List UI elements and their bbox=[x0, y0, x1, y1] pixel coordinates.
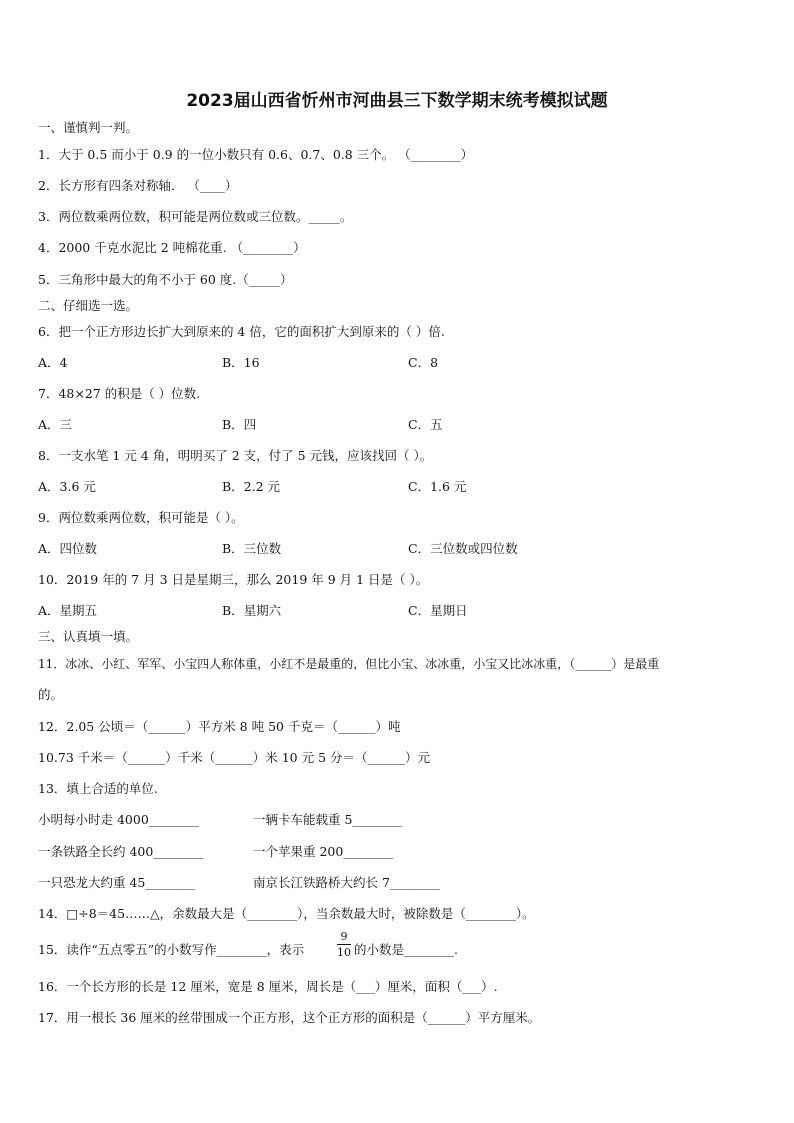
q15-fraction-denominator: 10 bbox=[337, 946, 351, 959]
question-10: 10．2019 年的 7 月 3 日是星期三，那么 2019 年 9 月 1 日是（ ）。 bbox=[38, 572, 429, 587]
q9-option-c: C．三位数或四位数 bbox=[408, 541, 518, 556]
q7-option-b: B．四 bbox=[222, 417, 257, 432]
q13-item-4: 一个苹果重 200________ bbox=[253, 844, 394, 859]
question-2: 2．长方形有四条对称轴． （____） bbox=[38, 178, 238, 193]
question-16: 16．一个长方形的长是 12 厘米，宽是 8 厘米，周长是（___）厘米，面积（___）. bbox=[38, 979, 498, 994]
section-heading-fill: 三、认真填一填。 bbox=[38, 629, 139, 644]
q6-option-b: B．16 bbox=[222, 355, 260, 370]
q15-fraction bbox=[337, 930, 351, 959]
question-12-line-2: 10.73 千米＝（______）千米（______）米 10 元 5 分＝（______）元 bbox=[38, 750, 431, 765]
question-7: 7．48×27 的积是（ ）位数. bbox=[38, 386, 201, 401]
q10-option-c: C．星期日 bbox=[408, 603, 468, 618]
question-4: 4．2000 千克水泥比 2 吨棉花重. （________） bbox=[38, 240, 306, 255]
q6-option-a: A．4 bbox=[38, 355, 68, 370]
section-heading-judge: 一、谨慎判一判。 bbox=[38, 120, 139, 135]
question-8: 8．一支水笔 1 元 4 角，明明买了 2 支，付了 5 元钱，应该找回（ ）。 bbox=[38, 448, 433, 463]
question-15-part-b: 的小数是________. bbox=[354, 942, 458, 957]
question-9: 9．两位数乘两位数，积可能是（ ）。 bbox=[38, 510, 244, 525]
q7-option-c: C．五 bbox=[408, 417, 443, 432]
q10-option-a: A．星期五 bbox=[38, 603, 98, 618]
question-14: 14．□÷8＝45……△，余数最大是（________），当余数最大时，被除数是（________）。 bbox=[38, 906, 535, 921]
page-title: 2023届山西省忻州市河曲县三下数学期末统考模拟试题 bbox=[186, 91, 608, 111]
question-1: 1．大于 0.5 而小于 0.9 的一位小数只有 0.6、0.7、0.8 三个。 （________） bbox=[38, 147, 474, 162]
question-13: 13．填上合适的单位. bbox=[38, 781, 158, 796]
q13-item-3: 一条铁路全长约 400________ bbox=[38, 844, 204, 859]
question-5: 5．三角形中最大的角不小于 60 度.（_____） bbox=[38, 272, 293, 287]
question-11-line-1: 11．冰冰、小红、军军、小宝四人称体重，小红不是最重的，但比小宝、冰冰重，小宝又比冰冰重，（______）是最重 bbox=[38, 657, 660, 671]
fraction-bar bbox=[337, 944, 351, 945]
question-17: 17．用一根长 36 厘米的丝带围成一个正方形，这个正方形的面积是（______）平方厘米。 bbox=[38, 1010, 541, 1025]
question-12-line-1: 12．2.05 公顷＝（______）平方米 8 吨 50 千克＝（______）吨 bbox=[38, 719, 401, 734]
q10-option-b: B．星期六 bbox=[222, 603, 282, 618]
q13-item-6: 南京长江铁路桥大约长 7________ bbox=[253, 875, 440, 890]
q9-option-b: B．三位数 bbox=[222, 541, 282, 556]
section-heading-choose: 二、仔细选一选。 bbox=[38, 298, 139, 313]
q9-option-a: A．四位数 bbox=[38, 541, 98, 556]
q7-option-a: A．三 bbox=[38, 417, 73, 432]
q13-item-5: 一只恐龙大约重 45________ bbox=[38, 875, 196, 890]
q13-item-2: 一辆卡车能载重 5________ bbox=[253, 812, 403, 827]
question-6: 6．把一个正方形边长扩大到原来的 4 倍，它的面积扩大到原来的（ ）倍. bbox=[38, 324, 445, 339]
q15-fraction-numerator: 9 bbox=[340, 930, 348, 943]
q8-option-c: C．1.6 元 bbox=[408, 479, 467, 494]
q8-option-b: B．2.2 元 bbox=[222, 479, 281, 494]
q6-option-c: C．8 bbox=[408, 355, 439, 370]
question-11-line-2: 的。 bbox=[38, 687, 64, 702]
q8-option-a: A．3.6 元 bbox=[38, 479, 96, 494]
question-15-part-a: 15．读作“五点零五”的小数写作________，表示 bbox=[38, 942, 305, 957]
q13-item-1: 小明每小时走 4000________ bbox=[38, 812, 199, 827]
question-3: 3．两位数乘两位数，积可能是两位数或三位数。_____。 bbox=[38, 209, 353, 224]
